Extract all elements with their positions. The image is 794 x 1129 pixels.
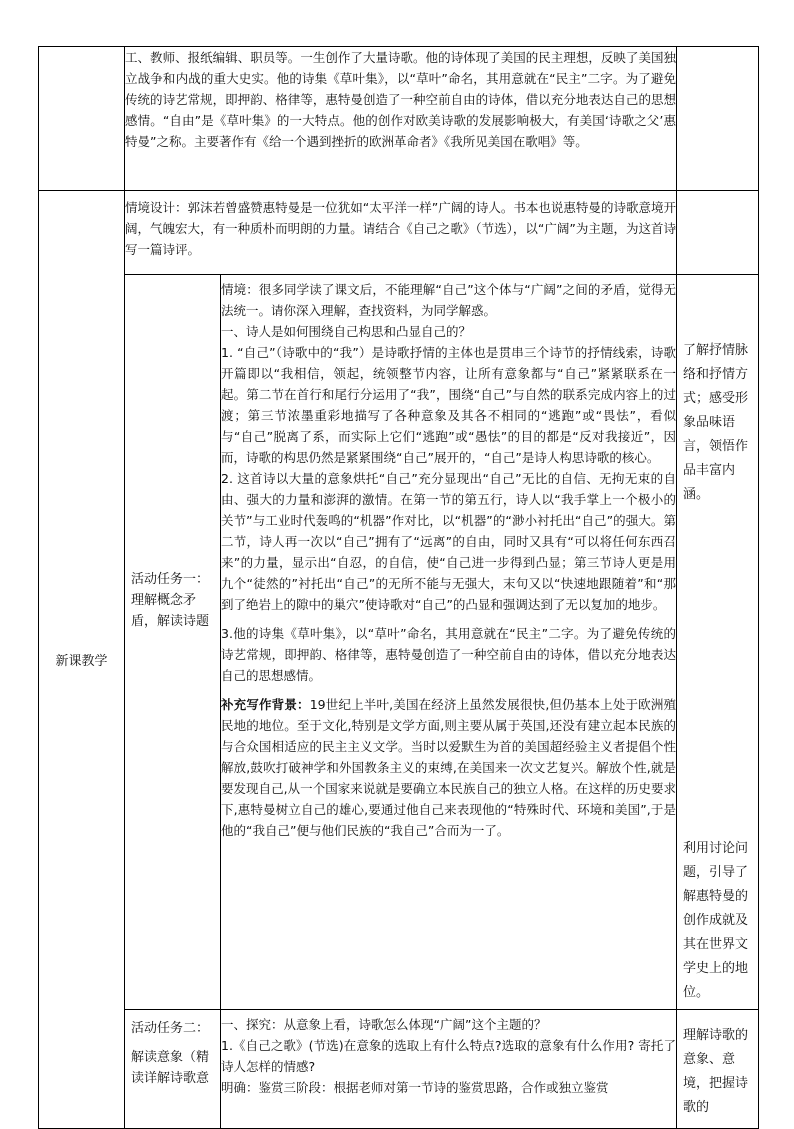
- task1-point3: 3.他的诗集《草叶集》，以“草叶”命名，其用意就在“民主”二字。为了避免传统的诗艺常规，即押韵、格律等，惠特曼创造了一种空前自由的诗体，借以充分地表达自己的思想感情。: [221, 626, 677, 683]
- empty-stage-cell: [39, 47, 125, 191]
- background-text: 19世纪上半叶,美国在经济上虽然发展很快,但仍基本上处于欧洲殖民地的地位。至于文化,特别是文学方面,则主要从属于英国,还没有建立起本民族的与合众国相适应的民主主义文学。当时以爱默生为首的美国超经验主义者提倡个性解放,鼓吹打破神学和外国教条主义的束缚,在美国来一次文艺复兴。解放个性,就是要发现自己,从一个国家来说就是要确立本民族自己的独立人格。在这样的历史要求下,惠特曼树立自己的雄心,要通过他自己来表现他的“特殊时代、环境和美国”,于是他的“我自己”便与他们民族的“我自己”合而为一了。: [221, 697, 677, 838]
- task2-goal: 理解诗歌的意象、意境，把握诗歌的: [683, 1028, 749, 1115]
- empty-goal-cell: [677, 47, 759, 191]
- task1-title-cell: [125, 275, 221, 1010]
- task1-question: 一、诗人是如何围绕自己构思和凸显自己的？: [221, 324, 472, 339]
- task1-goal-cell: [677, 275, 759, 1010]
- background-label: 补充写作背景：: [221, 697, 310, 712]
- lesson-plan-table: [38, 46, 759, 1129]
- task2-row: [39, 1010, 759, 1129]
- task1-title-a: 活动任务一：: [131, 572, 210, 587]
- task2-title-a: 活动任务二：: [131, 1021, 210, 1036]
- task1-point1: 1. “自己”（诗歌中的“我”）是诗歌抒情的主体也是贯串三个诗节的抒情线索，诗歌开篇即以“我相信，领起，统领整节内容，让所有意象都与“自己”紧紧联系在一起。第二节在首行和尾行分运用了“我”，围绕“自己”与自然的联系完成内容上的过渡；第三节浓墨重彩地描写了各种意象及其各不相同的“逃跑”或“畏怯”，看似与“自己”脱离了系，而实际上它们“逃跑”或“愚怯”的目的都是“反对我接近”，因而，诗歌的构思仍然是紧紧围绕“自己”展开的，“自己”是诗人构思诗歌的核心。: [221, 345, 677, 465]
- task2-question: 一、探究：从意象上看，诗歌怎么体现“广阔”这个主题的？: [221, 1017, 547, 1032]
- task1-goal1: 了解抒情脉络和抒情方式；感受形象品味语言，领悟作品丰富内涵。: [683, 343, 749, 502]
- intro-cell: [125, 47, 677, 191]
- task2-goal-cell: [677, 1010, 759, 1129]
- task1-situation: 情境：很多同学读了课文后，不能理解“自己”这个体与“广阔”之间的矛盾，觉得无法统一。请你深入理解，查找资料，为同学解惑。: [221, 282, 677, 318]
- task1-title-b: 理解概念矛盾，解读诗题: [131, 593, 210, 629]
- intro-text: 工、教师、报纸编辑、职员等。一生创作了大量诗歌。他的诗体现了美国的民主理想，反映了美国独立战争和内战的重大史实。他的诗集《草叶集》，以“草叶”命名，其用意就在“民主”二字。为了避免传统的诗艺常规，即押韵、格律等，惠特曼创造了一种空前自由的诗体，借以充分地表达自己的思想感情。“自由”是《草叶集》的一大特点。他的创作对欧美诗歌的发展影响极大，有美国‘诗歌之父’惠特曼”之称。主要著作有《给一个遇到挫折的欧洲革命者》《我所见美国在歌唱》等。: [125, 50, 677, 149]
- intro-row: [39, 47, 759, 191]
- task2-title-b: 解读意象（精读详解诗歌意: [131, 1050, 210, 1086]
- stage-label: 新课教学: [39, 191, 125, 1129]
- task1-content-cell: [221, 275, 677, 1010]
- scenario-cell: [125, 191, 677, 275]
- task1-point2: 2. 这首诗以大量的意象烘托“自己”充分显现出“自己”无比的自信、无拘无束的自由、强大的力量和澎湃的激情。在第一节的第五行，诗人以“我手掌上一个极小的关节”与工业时代轰鸣的“机器”作对比，以“机器”的“渺小衬托出“自己”的强大。第二节，诗人再一次以“自己”拥有了“远离”的自由，同时又具有“可以将任何东西召来”的力量，显示出“自忍，的自信，使“自己进一步得到凸显；第三节诗人更是用九个“徒然的”衬托出“自己”的无所不能与无强大，末句又以“快速地跟随着”和“那到了绝岩上的隙中的巢穴”使诗歌对“自己”的凸显和强调达到了无以复加的地步。: [221, 471, 677, 612]
- task1-goal2: 利用讨论问题，引导了解惠特曼的创作成就及其在世界文学史上的地位。: [683, 841, 749, 1000]
- task1-background: [221, 694, 676, 841]
- task2-title-cell: [125, 1010, 221, 1129]
- task1-row: [39, 275, 759, 1010]
- scenario-goal-cell: [677, 191, 759, 275]
- task2-content-cell: [221, 1010, 677, 1129]
- task2-item1: 1.《自己之歌》(节选)在意象的选取上有什么特点?选取的意象有什么作用? 寄托了诗人怎样的情感?: [221, 1038, 677, 1074]
- scenario-text: 情境设计：郭沫若曾盛赞惠特曼是一位犹如“太平洋一样”广阔的诗人。书本也说惠特曼的诗歌意境开阔，气魄宏大，有一种质朴而明朗的力量。请结合《自己之歌》（节选），以“广阔”为主题，为这首诗写一篇诗评。: [125, 200, 677, 257]
- task2-answer: 明确：鉴赏三阶段：根据老师对第一节诗的鉴赏思路，合作或独立鉴赏: [221, 1080, 609, 1095]
- scenario-row: [39, 191, 759, 275]
